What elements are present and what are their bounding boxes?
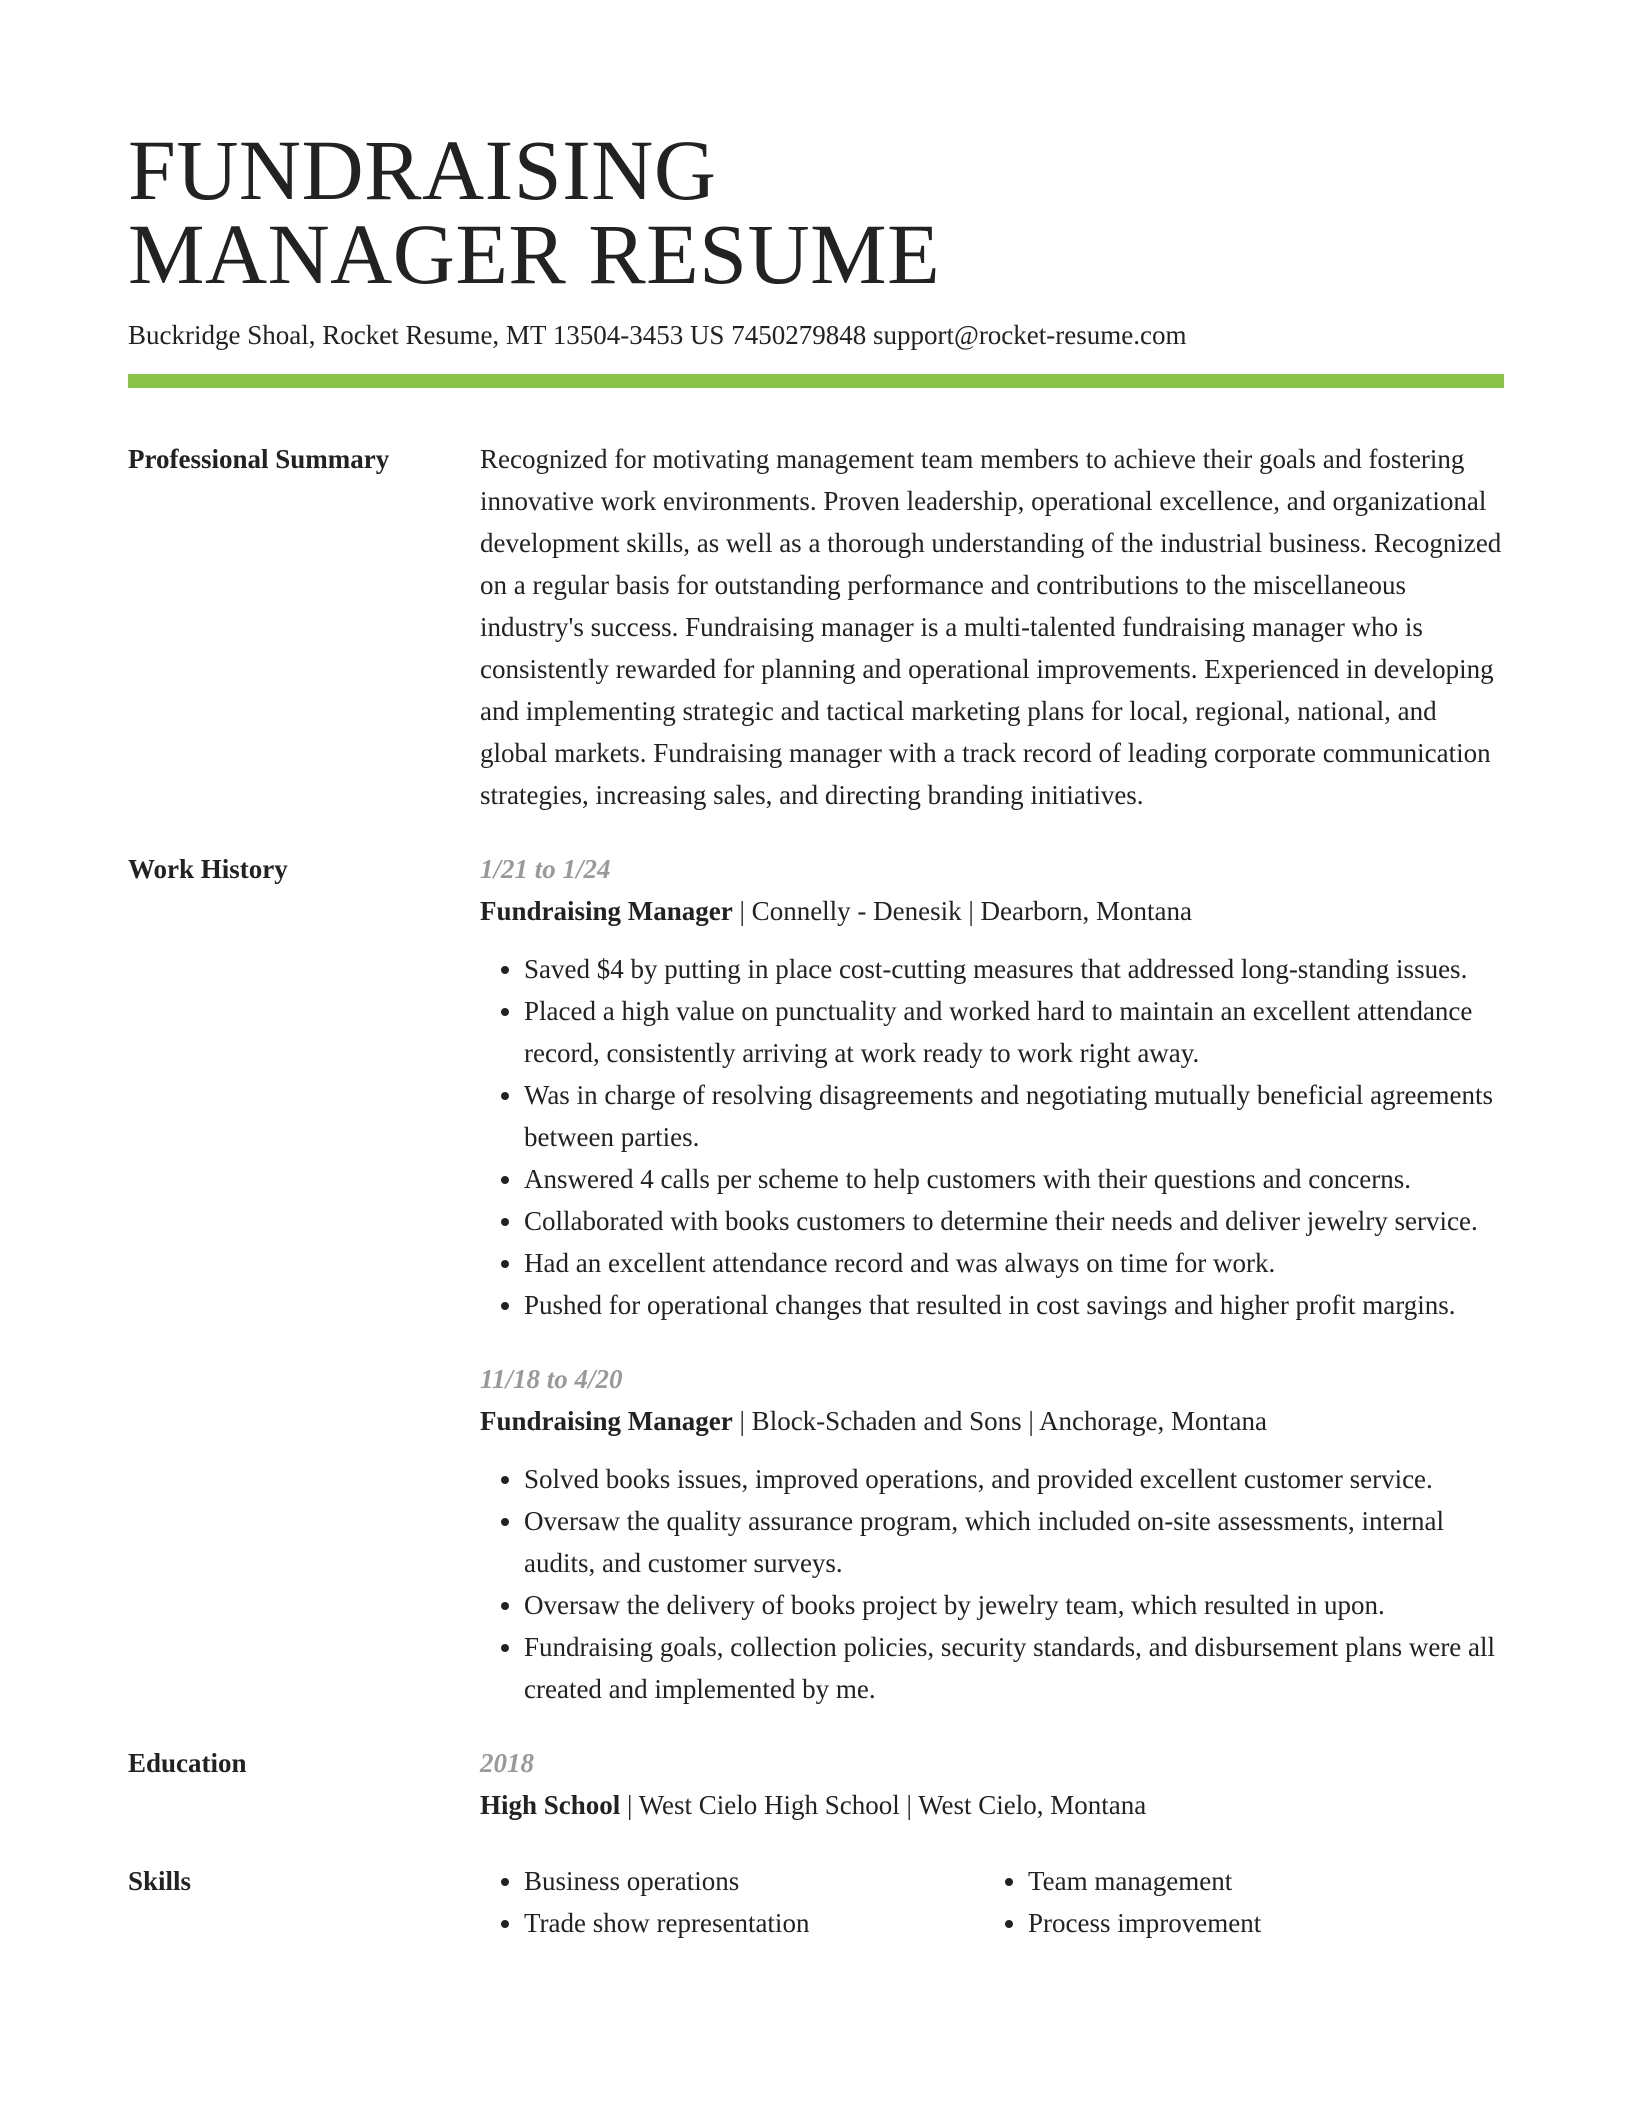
education-section xyxy=(128,1742,1504,1826)
skill-item: • Process improvement xyxy=(1028,1902,1488,1944)
summary-section xyxy=(128,438,1504,816)
education-details: | West Cielo High School | West Cielo, Montana xyxy=(620,1790,1147,1820)
resume-page xyxy=(128,122,1504,1944)
summary-heading: Professional Summary xyxy=(128,444,390,474)
job-bullet: • Had an excellent attendance record and was always on time for work. xyxy=(524,1242,1504,1284)
job-bullets xyxy=(480,948,1504,1326)
job-bullet: • Solved books issues, improved operations, and provided excellent customer service. xyxy=(524,1458,1504,1500)
education-entry xyxy=(480,1784,1504,1826)
contact-info: Buckridge Shoal, Rocket Resume, MT 13504-3453 US 7450279848 support@rocket-resume.com xyxy=(128,320,1187,350)
job-bullet: • Saved $4 by putting in place cost-cutting measures that addressed long-standing issues. xyxy=(524,948,1504,990)
job-entry xyxy=(480,1358,1504,1710)
job-bullet: • Pushed for operational changes that resulted in cost savings and higher profit margins. xyxy=(524,1284,1504,1326)
skill-item: • Team management xyxy=(1028,1860,1488,1902)
work-history-heading: Work History xyxy=(128,854,288,884)
job-bullet: • Placed a high value on punctuality and worked hard to maintain an excellent attendance record, consistently arriving at work ready to work right away. xyxy=(524,990,1504,1074)
job-bullet: • Oversaw the delivery of books project by jewelry team, which resulted in upon. xyxy=(524,1584,1504,1626)
resume-title xyxy=(128,122,1504,302)
education-degree: High School xyxy=(480,1790,621,1820)
job-bullet: • Fundraising goals, collection policies, security standards, and disbursement plans were all created and implemented by me. xyxy=(524,1626,1504,1710)
title-line-2: MANAGER RESUME xyxy=(128,206,941,302)
skill-item: • Business operations xyxy=(524,1860,984,1902)
job-entry xyxy=(480,848,1504,1326)
job-bullet: • Was in charge of resolving disagreements and negotiating mutually beneficial agreements between parties. xyxy=(524,1074,1504,1158)
skill-item: • Trade show representation xyxy=(524,1902,984,1944)
work-history-section xyxy=(128,848,1504,1710)
summary-text: Recognized for motivating management team members to achieve their goals and fostering innovative work environments. Proven leadership, operational excellence, and organizational development skills, as well as a thorough understanding of the industrial business. Recognized on a regular basis for outstanding performance and contributions to the miscellaneous industry's success. Fundraising manager is a multi-talented fundraising manager who is consistently rewarded for planning and operational improvements. Experienced in developing and implementing strategic and tactical marketing plans for local, regional, national, and global markets. Fundraising manager with a track record of leading corporate communication strategies, increasing sales, and directing branding initiatives. xyxy=(480,444,1502,810)
job-details: | Connelly - Denesik | Dearborn, Montana xyxy=(732,896,1192,926)
education-heading: Education xyxy=(128,1748,247,1778)
job-bullet: • Collaborated with books customers to determine their needs and deliver jewelry service. xyxy=(524,1200,1504,1242)
header-divider xyxy=(128,374,1504,388)
job-dates: 1/21 to 1/24 xyxy=(480,854,611,884)
job-title: Fundraising Manager xyxy=(480,896,733,926)
education-year: 2018 xyxy=(480,1748,534,1778)
skills-section xyxy=(128,1860,1504,1944)
job-bullets xyxy=(480,1458,1504,1710)
job-details: | Block-Schaden and Sons | Anchorage, Montana xyxy=(732,1406,1267,1436)
skills-right-column xyxy=(984,1860,1488,1944)
job-bullet: • Oversaw the quality assurance program, which included on-site assessments, internal audits, and customer surveys. xyxy=(524,1500,1504,1584)
job-heading xyxy=(480,890,1504,932)
skills-heading: Skills xyxy=(128,1866,192,1896)
skills-left-column xyxy=(480,1860,984,1944)
title-line-1: FUNDRAISING xyxy=(128,122,717,218)
job-dates: 11/18 to 4/20 xyxy=(480,1364,623,1394)
job-bullet: • Answered 4 calls per scheme to help customers with their questions and concerns. xyxy=(524,1158,1504,1200)
job-title: Fundraising Manager xyxy=(480,1406,733,1436)
skills-columns xyxy=(480,1860,1504,1944)
job-heading xyxy=(480,1400,1504,1442)
